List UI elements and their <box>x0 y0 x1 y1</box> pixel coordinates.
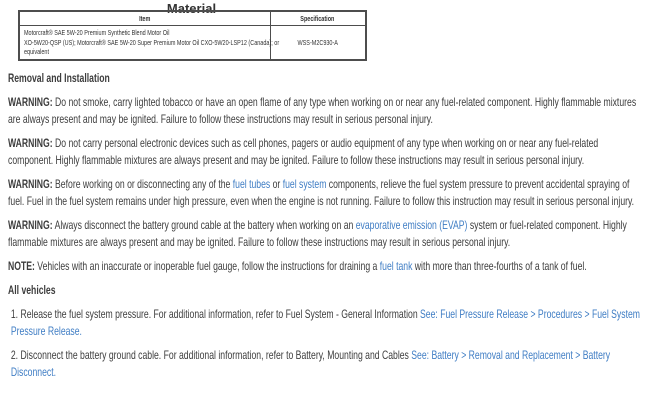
warning-electronic-devices <box>8 135 642 169</box>
document-body <box>8 70 642 388</box>
text-segment: All vehicles <box>8 283 56 297</box>
text-segment: Removal and Installation <box>8 71 110 85</box>
fuel-pressure-release-link[interactable]: See: Fuel Pressure Release > Procedures > Fuel System Pressure Release. <box>10 307 640 338</box>
text-segment: 2. Disconnect the battery ground cable. For additional information, refer to Battery, Mounting and Cables <box>10 348 412 362</box>
material-table <box>18 10 367 61</box>
removal-and-installation-heading <box>8 70 642 87</box>
text-segment: Do not smoke, carry lighted tobacco or have an open flame of any type when working on or near any fuel-related component. Highly flammable mixtures are always present and may be ignited. Failure to follow these instructions may result in serious personal injury. <box>8 95 637 126</box>
material-table-title-text: Material <box>166 1 217 16</box>
fuel-tubes-link[interactable]: fuel tubes <box>232 177 271 191</box>
text-segment: components, relieve the fuel system pressure to prevent accidental spraying of fuel. Fuel in the fuel system remains under high pressure, even when the engine is not running. Failure to follow this instruction may result in serious personal injury. <box>8 177 635 208</box>
text-segment: 1. Release the fuel system pressure. For additional information, refer to Fuel System - General Information <box>10 307 421 321</box>
warning-fuel-pressure <box>8 176 642 210</box>
text-segment: WARNING: <box>8 218 53 232</box>
text-segment: Always disconnect the battery ground cable at the battery when working on an <box>52 218 356 232</box>
text-segment: with more than three-fourths of a tank of fuel. <box>412 259 587 273</box>
material-table-row <box>19 26 366 60</box>
text-segment: system or fuel-related component. Highly flammable mixtures are always present and may be ignited. Failure to follow these instructions may result in serious personal injury. <box>8 218 627 249</box>
warning-battery-ground <box>8 217 642 251</box>
text-segment: NOTE: <box>8 259 35 273</box>
column-header-item: Item <box>19 11 270 26</box>
text-segment: WARNING: <box>8 136 53 150</box>
text-segment: or <box>270 177 283 191</box>
text-segment: WARNING: <box>8 177 53 191</box>
battery-disconnect-link[interactable]: See: Battery > Removal and Replacement > Battery Disconnect. <box>10 348 611 379</box>
item-cell <box>19 26 280 60</box>
evap-link[interactable]: evaporative emission (EVAP) <box>355 218 468 232</box>
note-fuel-gauge <box>8 258 642 275</box>
specification-cell-text: WSS-M2C930-A <box>297 37 338 47</box>
material-table-title <box>18 0 365 16</box>
fuel-system-link[interactable]: fuel system <box>282 177 327 191</box>
all-vehicles-heading <box>8 282 642 299</box>
material-table-header-row <box>19 11 366 26</box>
text-segment: WARNING: <box>8 95 53 109</box>
text-segment: Do not carry personal electronic devices such as cell phones, pagers or audio equipment of any type when working on or near any fuel-related component. Highly flammable mixtures are always present and may be ignited. Failure to follow these instructions may result in serious personal injury. <box>8 136 599 167</box>
specification-cell <box>270 26 366 60</box>
warning-smoking <box>8 94 642 128</box>
text-segment: Before working on or disconnecting any of the <box>52 177 233 191</box>
step-1 <box>8 306 642 340</box>
item-cell-text: Motorcraft® SAE 5W-20 Premium Synthetic Blend Motor Oil XO-5W20-QSP (US); Motorcraft® SAE 5W-20 Super Premium Motor Oil CXO-5W20-LSP12 (Canada); or equivalent <box>24 28 280 57</box>
fuel-tank-link[interactable]: fuel tank <box>379 259 413 273</box>
text-segment: Vehicles with an inaccurate or inoperable fuel gauge, follow the instructions for draining a <box>34 259 380 273</box>
column-header-specification: Specification <box>270 11 366 26</box>
step-2 <box>8 347 642 381</box>
